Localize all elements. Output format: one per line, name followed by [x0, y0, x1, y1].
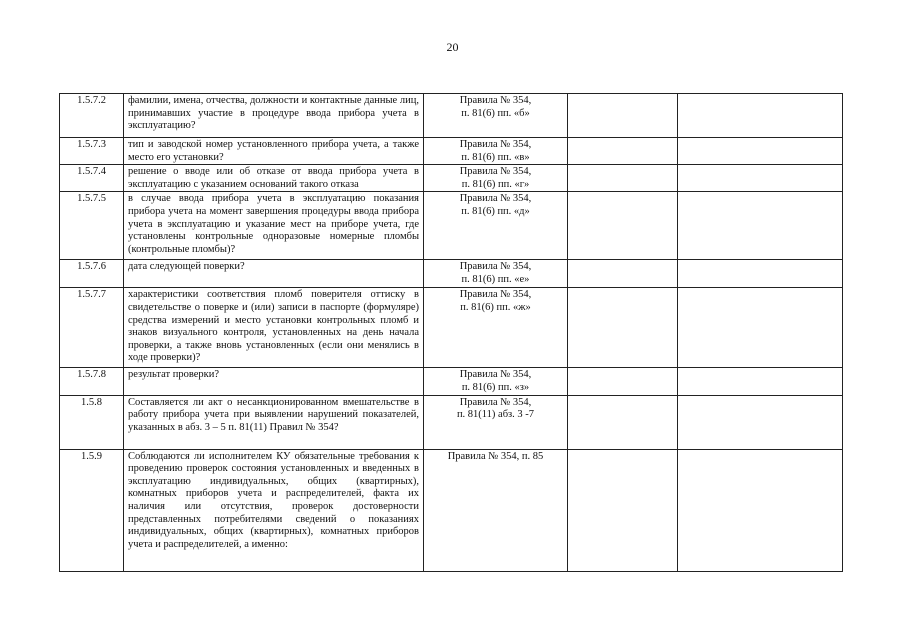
- reference-line-1: Правила № 354,: [459, 369, 532, 381]
- table-row: [60, 288, 843, 368]
- notes-cell: [678, 260, 843, 288]
- table-row: [60, 395, 843, 449]
- item-number: 1.5.7.5: [60, 192, 124, 260]
- reference-line-2: п. 81(6) пп. «д»: [461, 205, 530, 217]
- item-reference: [424, 368, 568, 395]
- notes-cell: [678, 288, 843, 368]
- item-number: 1.5.7.7: [60, 288, 124, 368]
- item-reference: [424, 94, 568, 138]
- item-question: Соблюдаются ли исполнителем КУ обязательные требования к проведению проверок состояния установленных и введенных в эксплуатацию индивидуальных, общих (квартирных), комнатных приборов учета и распределителей, факта их наличия или отсутствия, проверок достоверности представленных потребителями сведений о показаниях индивидуальных, общих (квартирных), комнатных приборов учета и распределителей, а именно:: [124, 449, 424, 571]
- reference-line-1: Правила № 354, п. 85: [447, 450, 544, 462]
- reference-line-1: Правила № 354,: [459, 193, 532, 205]
- item-reference: [424, 288, 568, 368]
- item-number: 1.5.7.3: [60, 138, 124, 165]
- notes-cell: [678, 395, 843, 449]
- reference-line-2: п. 81(6) пп. «ж»: [460, 301, 531, 313]
- reference-line-2: п. 81(6) пп. «в»: [461, 151, 530, 163]
- notes-cell: [678, 449, 843, 571]
- reference-line-1: Правила № 354,: [459, 261, 532, 273]
- item-question: результат проверки?: [124, 368, 424, 395]
- notes-cell: [678, 192, 843, 260]
- table-row: [60, 138, 843, 165]
- item-number: 1.5.7.6: [60, 260, 124, 288]
- item-number: 1.5.8: [60, 395, 124, 449]
- answer-cell: [568, 260, 678, 288]
- notes-cell: [678, 165, 843, 192]
- item-number: 1.5.9: [60, 449, 124, 571]
- item-reference: [424, 138, 568, 165]
- item-question: решение о вводе или об отказе от ввода прибора учета в эксплуатацию с указанием оснований такого отказа: [124, 165, 424, 192]
- answer-cell: [568, 192, 678, 260]
- table-row: [60, 449, 843, 571]
- table-row: [60, 260, 843, 288]
- reference-line-1: Правила № 354,: [459, 139, 532, 150]
- notes-cell: [678, 368, 843, 395]
- answer-cell: [568, 395, 678, 449]
- item-question: в случае ввода прибора учета в эксплуатацию показания прибора учета на момент завершения процедуры ввода прибора учета в эксплуатацию и указание мест на приборе учета, где установлены контрольные одноразовые номерные пломбы (контрольные пломбы)?: [124, 192, 424, 260]
- answer-cell: [568, 368, 678, 395]
- reference-line-1: Правила № 354,: [459, 396, 532, 408]
- item-reference: [424, 192, 568, 260]
- notes-cell: [678, 138, 843, 165]
- reference-line-1: Правила № 354,: [459, 289, 532, 301]
- item-question: тип и заводской номер установленного прибора учета, а также место его установки?: [124, 138, 424, 165]
- answer-cell: [568, 138, 678, 165]
- notes-cell: [678, 94, 843, 138]
- item-question: Составляется ли акт о несанкционированном вмешательстве в работу прибора учета при выявлении нарушений показателей, указанных в абз. 3 – 5 п. 81(11) Правил № 354?: [124, 395, 424, 449]
- reference-line-2: п. 81(6) пп. «е»: [461, 273, 530, 285]
- table-row: [60, 368, 843, 395]
- item-question: фамилии, имена, отчества, должности и контактные данные лиц, принимавших участие в процедуре ввода прибора учета в эксплуатацию?: [124, 94, 424, 138]
- table-row: [60, 192, 843, 260]
- answer-cell: [568, 449, 678, 571]
- item-number: 1.5.7.4: [60, 165, 124, 192]
- item-question: характеристики соответствия пломб поверителя оттиску в свидетельстве о поверке и (или) записи в паспорте (формуляре) средства измерений и место установки контрольных пломб и знаков визуального контроля, установленных на день начала проверки, а также вновь установленных (если они менялись в ходе проверки)?: [124, 288, 424, 368]
- item-reference: [424, 395, 568, 449]
- answer-cell: [568, 165, 678, 192]
- reference-line-1: Правила № 354,: [459, 166, 532, 178]
- table-row: [60, 94, 843, 138]
- item-reference: [424, 260, 568, 288]
- reference-line-2: п. 81(11) абз. 3 -7: [456, 409, 535, 421]
- checklist-table: [59, 93, 843, 572]
- item-number: 1.5.7.8: [60, 368, 124, 395]
- item-question: дата следующей поверки?: [124, 260, 424, 288]
- answer-cell: [568, 94, 678, 138]
- answer-cell: [568, 288, 678, 368]
- item-reference: [424, 449, 568, 571]
- reference-line-2: п. 81(6) пп. «з»: [461, 381, 530, 393]
- page-number: 20: [446, 40, 459, 54]
- reference-line-1: Правила № 354,: [459, 95, 532, 106]
- reference-line-2: п. 81(6) пп. «г»: [461, 178, 530, 190]
- reference-line-2: п. 81(6) пп. «б»: [461, 107, 530, 119]
- item-reference: [424, 165, 568, 192]
- item-number: 1.5.7.2: [60, 94, 124, 138]
- table-row: [60, 165, 843, 192]
